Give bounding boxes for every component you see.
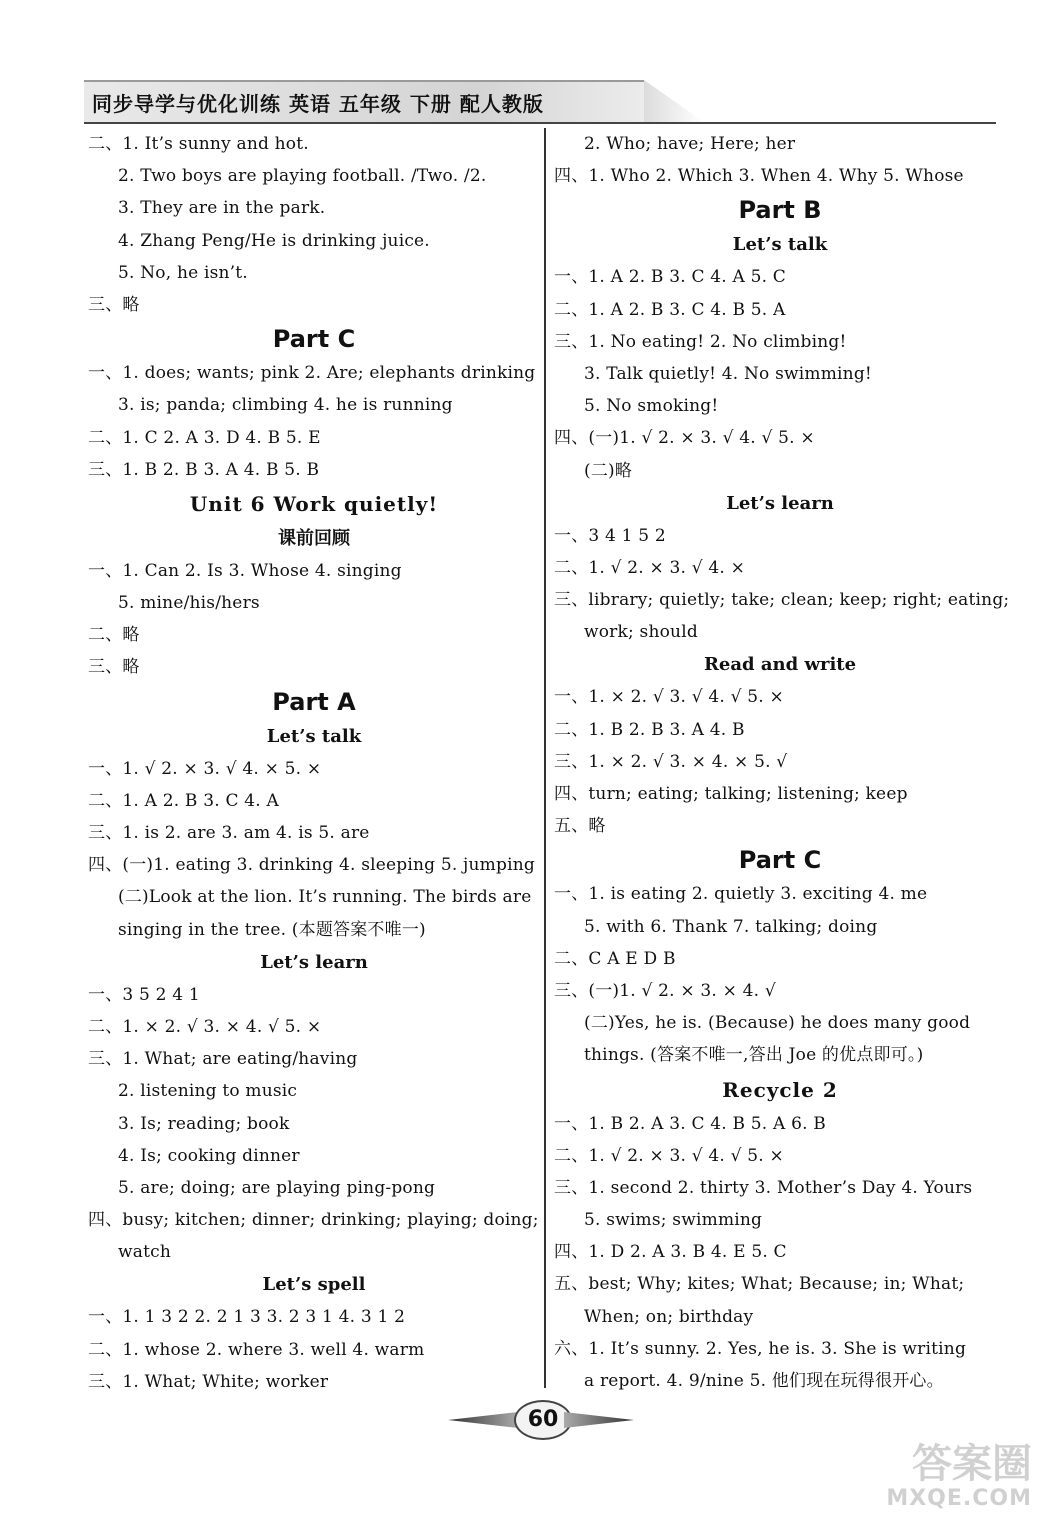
answer-line-indented: work; should — [584, 622, 698, 643]
unit-heading: Recycle 2 — [722, 1077, 838, 1102]
answer-line-indented: 2. Two boys are playing football. /Two. /2. — [118, 166, 487, 187]
answer-line-indented: 5. mine/his/hers — [118, 593, 260, 614]
answer-line: 一、1. 1 3 2 2. 2 1 3 3. 2 3 1 4. 3 1 2 — [88, 1307, 406, 1328]
part-heading: Part A — [272, 687, 356, 716]
answer-line: 三、略 — [88, 294, 140, 315]
answer-line: 二、1. × 2. √ 3. × 4. √ 5. × — [88, 1016, 322, 1037]
answer-line-indented: 2. listening to music — [118, 1081, 298, 1102]
answer-line-indented: 3. They are in the park. — [118, 198, 326, 219]
book-title: 同步导学与优化训练 英语 五年级 下册 配人教版 — [92, 92, 544, 116]
answer-line: 五、略 — [554, 816, 606, 837]
answer-line: 四、busy; kitchen; dinner; drinking; playing; doing; — [88, 1210, 539, 1231]
answer-line: 二、1. √ 2. × 3. √ 4. √ 5. × — [554, 1145, 784, 1166]
answer-line: 六、1. It’s sunny. 2. Yes, he is. 3. She is writing — [554, 1338, 967, 1359]
answer-line-indented: 5. are; doing; are playing ping-pong — [118, 1177, 436, 1198]
answer-line: 三、1. What; White; worker — [88, 1371, 329, 1392]
answer-line: 二、1. A 2. B 3. C 4. B 5. A — [554, 299, 786, 320]
answer-line-indented: 4. Zhang Peng/He is drinking juice. — [118, 230, 430, 251]
answer-line: 三、1. second 2. thirty 3. Mother’s Day 4. Yours — [554, 1177, 973, 1198]
answer-line-indented: 5. with 6. Thank 7. talking; doing — [584, 916, 878, 937]
answer-line-indented: (二)Yes, he is. (Because) he does many good — [584, 1013, 971, 1034]
answer-line: 三、略 — [88, 657, 140, 678]
answer-line-indented: 3. Talk quietly! 4. No swimming! — [584, 363, 872, 384]
answer-line-indented: 4. Is; cooking dinner — [118, 1145, 300, 1166]
answer-line-indented: (二)Look at the lion. It’s running. The birds are — [118, 887, 532, 908]
answer-line: 三、1. × 2. √ 3. × 4. × 5. √ — [554, 751, 788, 772]
answer-line: 一、3 4 1 5 2 — [554, 525, 666, 546]
left-wing-ornament — [448, 1412, 518, 1428]
answer-line: 二、1. A 2. B 3. C 4. A — [88, 790, 279, 811]
answer-line: 四、(一)1. eating 3. drinking 4. sleeping 5. jumping — [88, 855, 535, 876]
section-heading: Let’s learn — [260, 951, 368, 973]
section-heading: Let’s spell — [262, 1274, 366, 1296]
answer-line-indented: 5. No smoking! — [584, 396, 719, 417]
answer-line: 三、library; quietly; take; clean; keep; right; eating; — [554, 590, 1010, 611]
watermark — [862, 1442, 1032, 1522]
section-heading: 课前回顾 — [278, 527, 350, 549]
part-heading: Part C — [272, 325, 356, 354]
column-divider — [544, 128, 546, 1388]
answer-line: 一、1. is eating 2. quietly 3. exciting 4. me — [554, 884, 928, 905]
answer-line-indented: watch — [118, 1242, 171, 1263]
section-heading: Let’s learn — [726, 492, 834, 514]
answer-line: 一、1. Can 2. Is 3. Whose 4. singing — [88, 560, 402, 581]
answer-line: 二、1. whose 2. where 3. well 4. warm — [88, 1339, 425, 1360]
answer-line: 二、C A E D B — [554, 948, 676, 969]
left-column — [88, 128, 540, 1398]
answer-line: 五、best; Why; kites; What; Because; in; What; — [554, 1274, 965, 1295]
answer-line-indented: 2. Who; have; Here; her — [584, 134, 796, 154]
answer-line: 二、1. B 2. B 3. A 4. B — [554, 719, 745, 740]
answer-line-indented: things. (答案不唯一,答出 Joe 的优点即可。) — [584, 1045, 924, 1066]
answer-line-indented: 3. is; panda; climbing 4. he is running — [118, 395, 453, 416]
answer-line-indented: 5. No, he isn’t. — [118, 262, 248, 283]
answer-line: 二、略 — [88, 625, 140, 646]
right-wing-ornament — [564, 1412, 634, 1428]
answer-line: 四、1. D 2. A 3. B 4. E 5. C — [554, 1242, 787, 1263]
answer-line: 二、1. It’s sunny and hot. — [88, 134, 309, 154]
answer-line: 三、(一)1. √ 2. × 3. × 4. √ — [554, 980, 776, 1001]
answer-line: 二、1. √ 2. × 3. √ 4. × — [554, 557, 746, 578]
answer-line-indented: When; on; birthday — [584, 1306, 754, 1327]
right-column — [554, 128, 1010, 1397]
answer-line-indented: a report. 4. 9/nine 5. 他们现在玩得很开心。 — [584, 1371, 944, 1391]
answer-line: 三、1. B 2. B 3. A 4. B 5. B — [88, 459, 320, 480]
answer-line-indented: 3. Is; reading; book — [118, 1113, 290, 1134]
answer-line: 三、1. is 2. are 3. am 4. is 5. are — [88, 823, 370, 843]
answer-line: 四、turn; eating; talking; listening; keep — [554, 784, 908, 804]
page-footer — [448, 1400, 634, 1440]
page-header — [84, 78, 996, 124]
unit-heading: Unit 6 Work quietly! — [189, 491, 439, 516]
answer-line: 二、1. C 2. A 3. D 4. B 5. E — [88, 427, 321, 448]
answer-line: 一、3 5 2 4 1 — [88, 984, 200, 1005]
answer-line: 一、1. B 2. A 3. C 4. B 5. A 6. B — [554, 1113, 826, 1134]
answer-line: 一、1. √ 2. × 3. √ 4. × 5. × — [88, 758, 322, 779]
watermark-logo: 答案圈 — [912, 1441, 1032, 1487]
answer-line-indented: (二)略 — [584, 460, 633, 481]
section-heading: Read and write — [703, 654, 857, 676]
answer-line: 三、1. What; are eating/having — [88, 1049, 358, 1070]
answer-line: 一、1. A 2. B 3. C 4. A 5. C — [554, 267, 786, 288]
answer-line: 三、1. No eating! 2. No climbing! — [554, 331, 847, 352]
answer-line: 一、1. does; wants; pink 2. Are; elephants drinking — [88, 363, 536, 384]
answer-line-indented: 5. swims; swimming — [584, 1210, 763, 1231]
part-heading: Part C — [738, 846, 822, 875]
page-number: 60 — [514, 1400, 572, 1440]
answer-line: 四、(一)1. √ 2. × 3. √ 4. √ 5. × — [554, 428, 815, 449]
answer-line: 一、1. × 2. √ 3. √ 4. √ 5. × — [554, 687, 784, 708]
section-heading: Let’s talk — [732, 234, 828, 256]
part-heading: Part B — [738, 196, 822, 225]
header-rule — [84, 122, 996, 124]
watermark-site: MXQE.COM — [886, 1486, 1032, 1511]
answer-line-indented: singing in the tree. (本题答案不唯一) — [118, 919, 426, 940]
section-heading: Let’s talk — [266, 725, 362, 747]
answer-line: 四、1. Who 2. Which 3. When 4. Why 5. Whose — [554, 166, 964, 187]
